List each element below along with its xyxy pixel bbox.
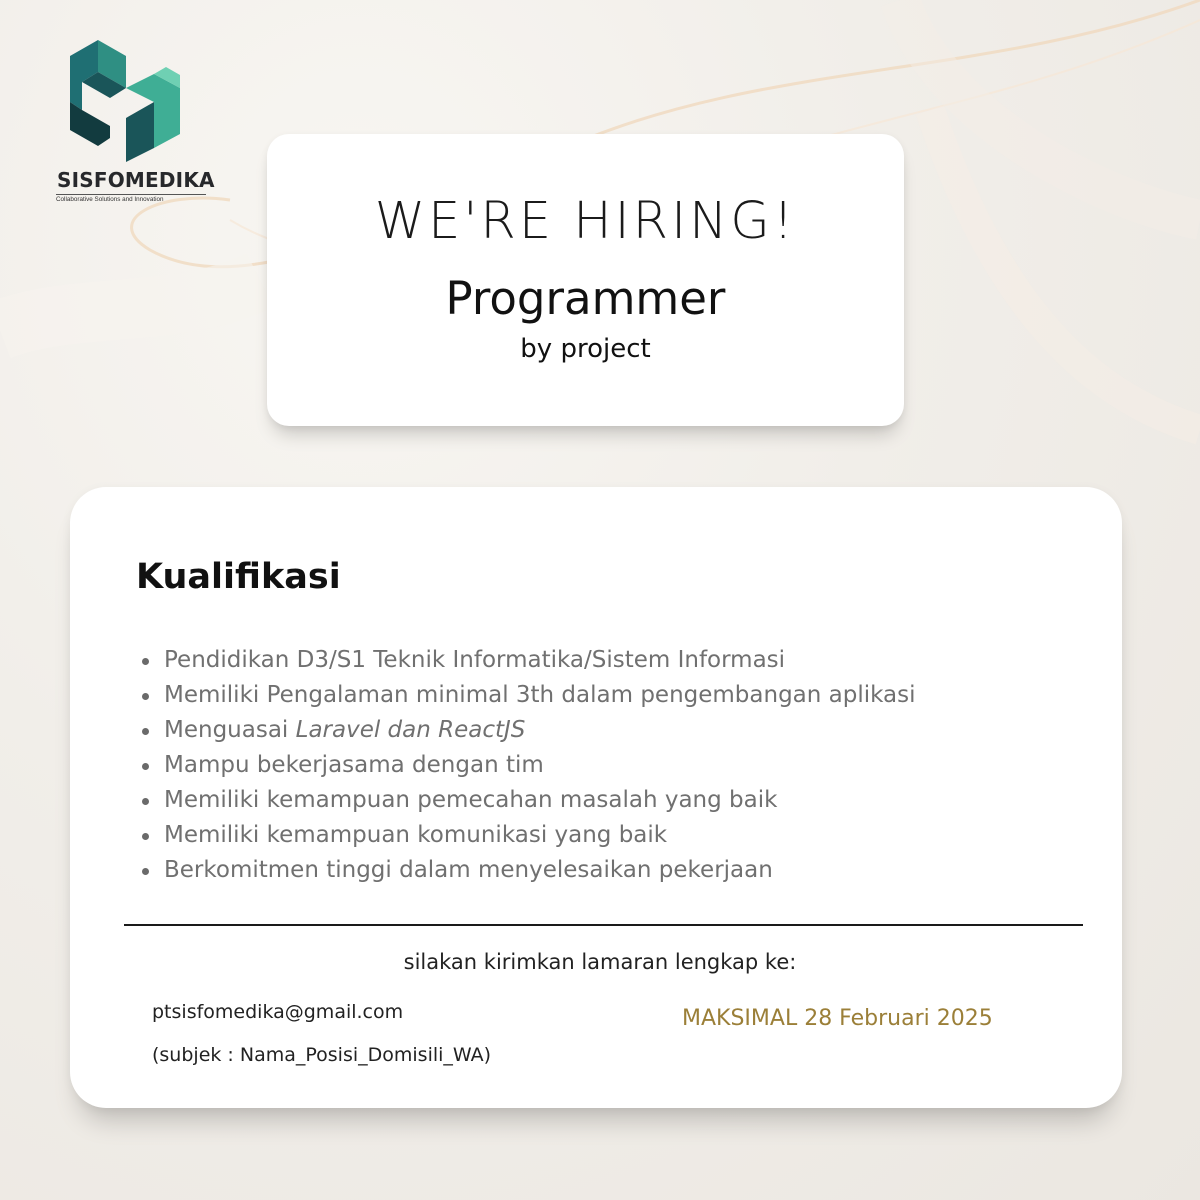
bullet-icon [142, 693, 149, 700]
list-item [164, 713, 916, 748]
email-subject-format: (subjek : Nama_Posisi_Domisili_WA) [152, 1044, 492, 1066]
qualifications-list [164, 643, 916, 888]
list-item: Berkomitmen tinggi dalam menyelesaikan pekerjaan [164, 853, 916, 888]
bullet-icon [142, 728, 149, 735]
contact-email: ptsisfomedika@gmail.com [152, 1001, 404, 1023]
application-instruction: silakan kirimkan lamaran lengkap ke: [403, 950, 797, 974]
list-item-prefix: Menguasai [164, 717, 296, 743]
list-item: Pendidikan D3/S1 Teknik Informatika/Sistem Informasi [164, 643, 916, 678]
logo-tagline: Collaborative Solutions and Innovation [56, 194, 206, 203]
logo-company-name: SISFOMEDIKA [57, 168, 215, 192]
list-item: Memiliki Pengalaman minimal 3th dalam pengembangan aplikasi [164, 678, 916, 713]
section-divider [124, 924, 1083, 926]
list-item: Memiliki kemampuan komunikasi yang baik [164, 818, 916, 853]
bullet-icon [142, 833, 149, 840]
bullet-icon [142, 798, 149, 805]
list-item: Memiliki kemampuan pemecahan masalah yang baik [164, 783, 916, 818]
bullet-icon [142, 658, 149, 665]
bullet-icon [142, 763, 149, 770]
qualifications-heading: Kualifikasi [136, 557, 341, 597]
qualifications-card [70, 487, 1122, 1108]
sisfomedika-logo-icon [70, 40, 180, 162]
job-type: by project [520, 334, 651, 364]
application-deadline: MAKSIMAL 28 Februari 2025 [682, 1006, 993, 1031]
bullet-icon [142, 868, 149, 875]
company-logo [52, 40, 215, 210]
list-item-emphasis: Laravel dan ReactJS [295, 717, 526, 743]
list-item: Mampu bekerjasama dengan tim [164, 748, 916, 783]
hiring-title: WE'RE HIRING! [374, 192, 797, 251]
job-role: Programmer [445, 272, 726, 325]
hiring-card [267, 134, 904, 426]
